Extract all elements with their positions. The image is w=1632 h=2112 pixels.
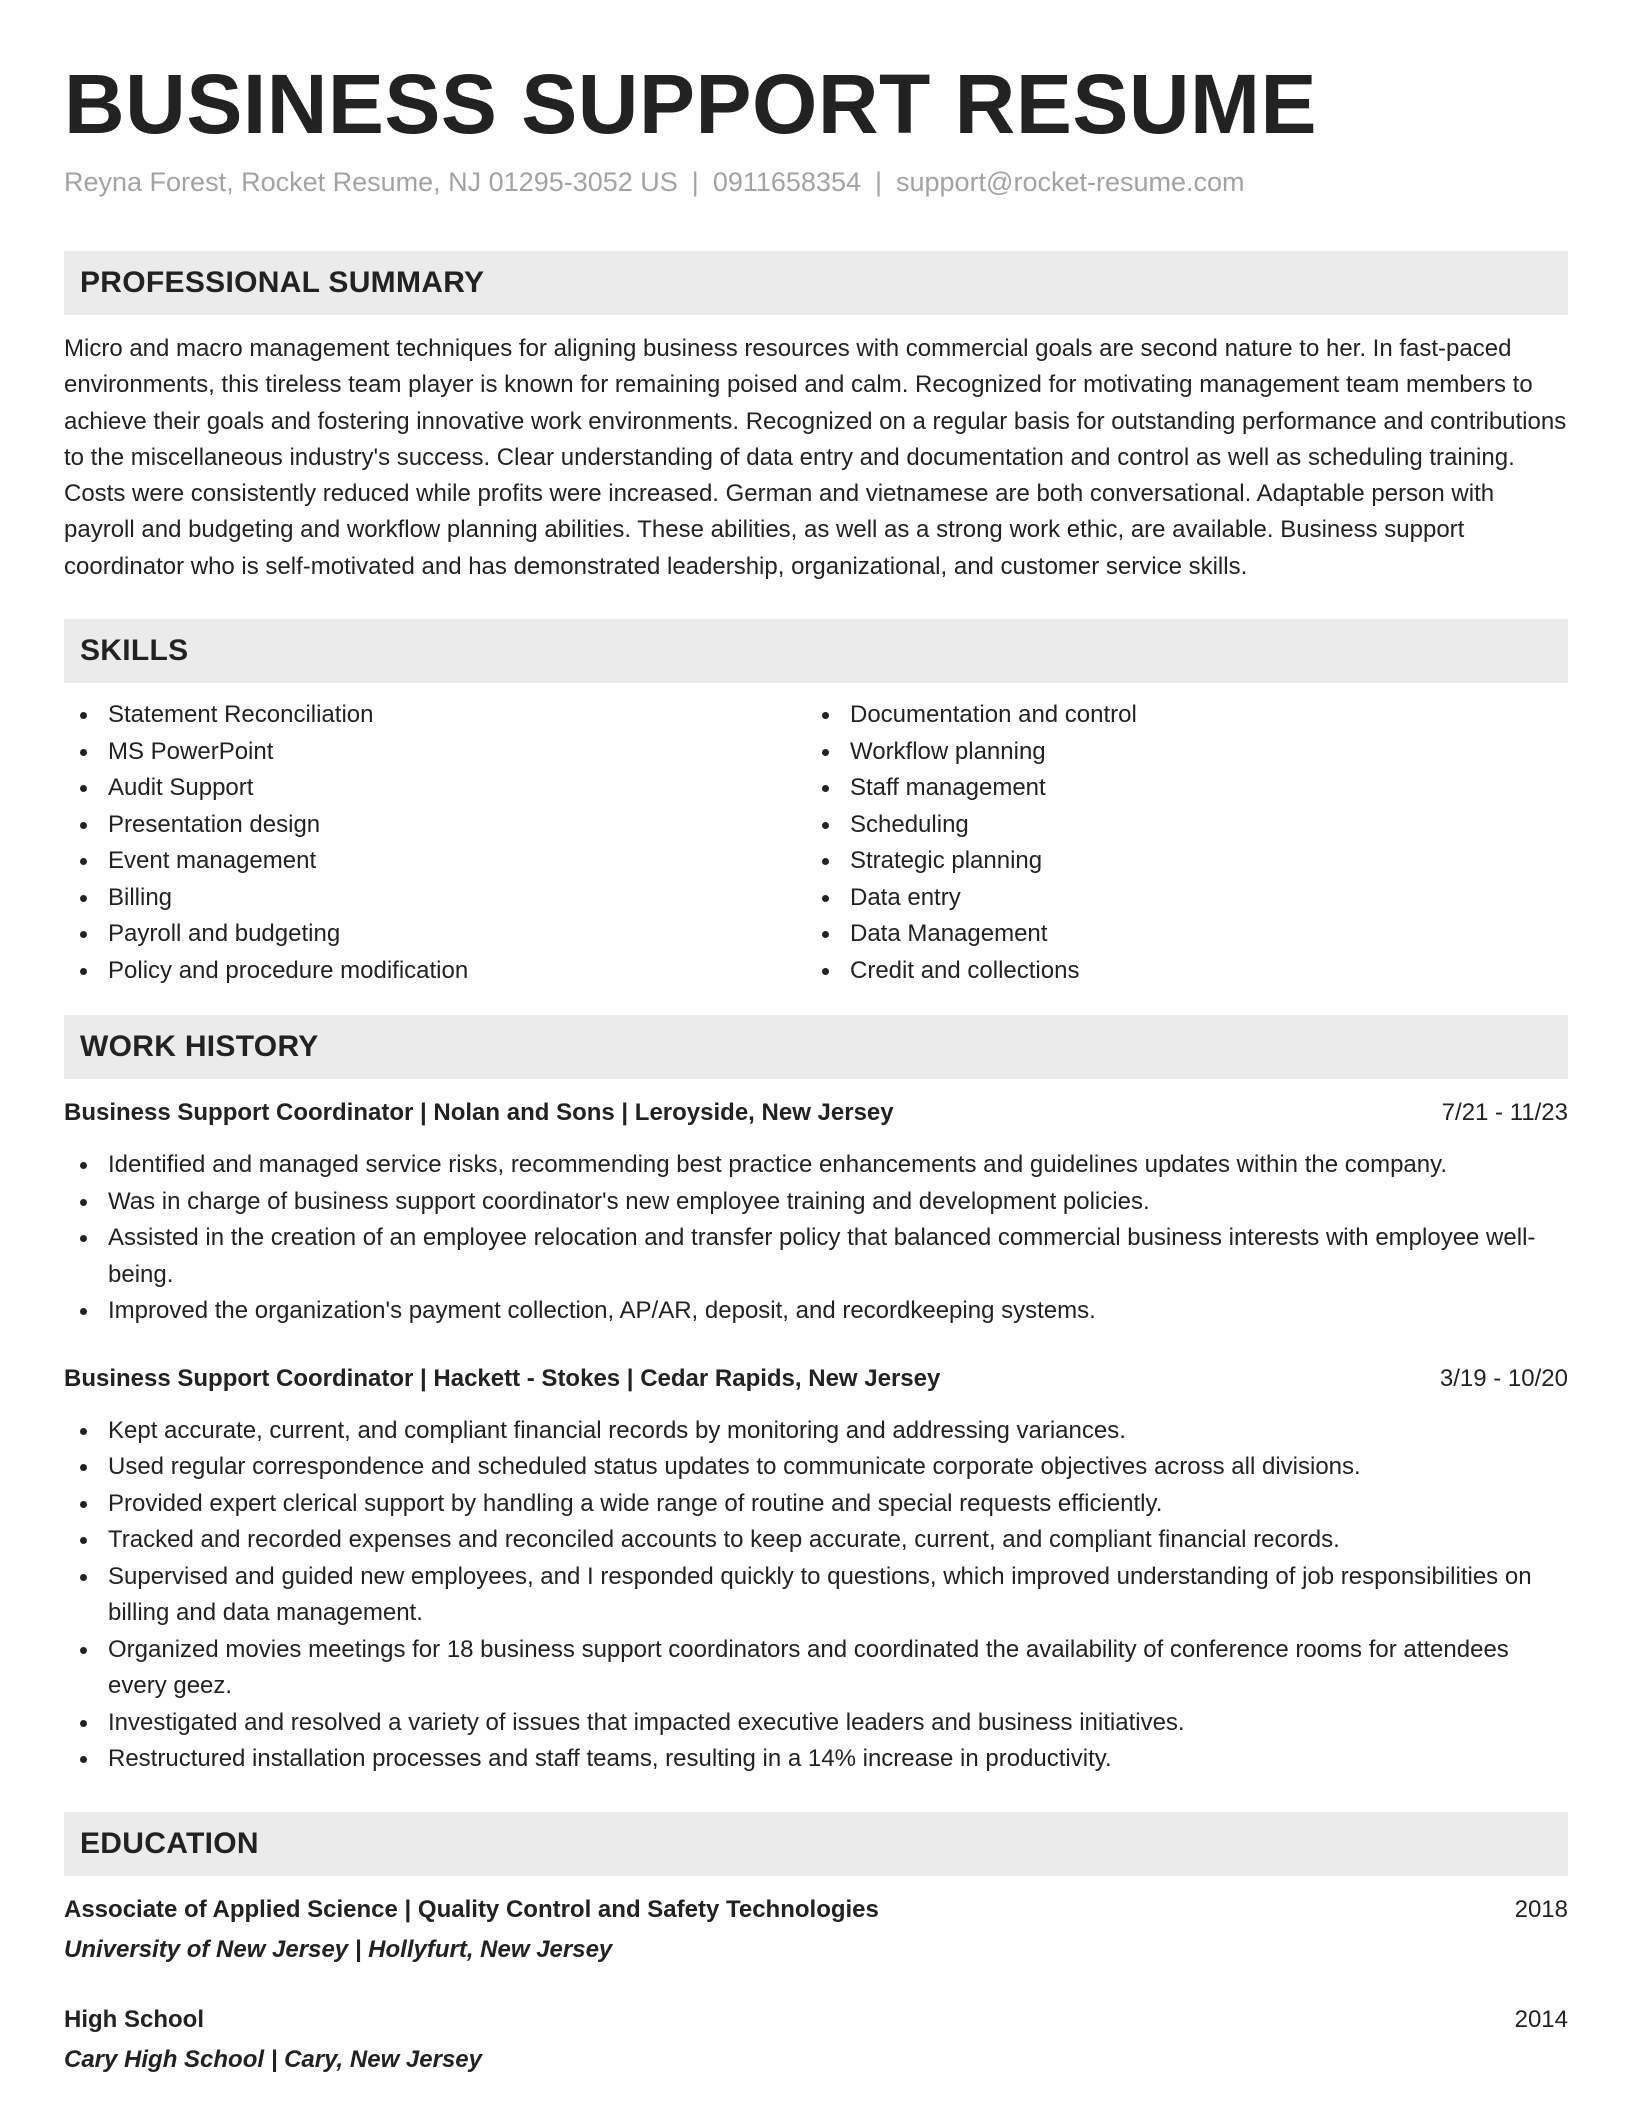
job-bullets	[64, 1413, 1568, 1778]
skills-left-column	[64, 697, 806, 989]
job-bullets	[64, 1147, 1568, 1330]
section-header-work-history: WORK HISTORY	[64, 1015, 1568, 1079]
job-bullet: Was in charge of business support coordinator's new employee training and development policies.	[64, 1184, 1568, 1221]
section-header-summary: PROFESSIONAL SUMMARY	[64, 251, 1568, 315]
job-bullet: Provided expert clerical support by handling a wide range of routine and special requests efficiently.	[64, 1486, 1568, 1523]
job-bullet: Assisted in the creation of an employee relocation and transfer policy that balanced commercial business interests with employee well-being.	[64, 1220, 1568, 1293]
job-bullet: Organized movies meetings for 18 business support coordinators and coordinated the availability of conference rooms for attendees every geez.	[64, 1632, 1568, 1705]
job-heading	[64, 1361, 1568, 1397]
skill-item: Presentation design	[64, 807, 806, 844]
job-bullet: Used regular correspondence and scheduled status updates to communicate corporate objectives across all divisions.	[64, 1449, 1568, 1486]
skills-columns	[64, 697, 1568, 989]
skill-item: Data entry	[806, 880, 1548, 917]
skill-item: Scheduling	[806, 807, 1548, 844]
job-heading	[64, 1095, 1568, 1131]
contact-line	[64, 164, 1568, 200]
skill-item: Data Management	[806, 916, 1548, 953]
skill-item: Staff management	[806, 770, 1548, 807]
education-year: 2014	[1514, 2005, 1568, 2033]
education-heading	[64, 2002, 1568, 2038]
skill-item: Billing	[64, 880, 806, 917]
education-school: Cary High School | Cary, New Jersey	[64, 2045, 482, 2073]
skill-item: Credit and collections	[806, 953, 1548, 990]
contact-address: Reyna Forest, Rocket Resume, NJ 01295-3052 US	[64, 167, 678, 197]
resume-page	[64, 52, 1568, 2078]
section-header-education: EDUCATION	[64, 1812, 1568, 1876]
job-dates: 3/19 - 10/20	[1439, 1364, 1568, 1392]
job-bullet: Improved the organization's payment collection, AP/AR, deposit, and recordkeeping systems.	[64, 1293, 1568, 1330]
job-bullet: Supervised and guided new employees, and I responded quickly to questions, which improved understanding of job responsibilities on billing and data management.	[64, 1559, 1568, 1632]
education-year: 2018	[1514, 1895, 1568, 1923]
education-school: University of New Jersey | Hollyfurt, New Jersey	[64, 1935, 613, 1963]
job-dates: 7/21 - 11/23	[1441, 1099, 1568, 1127]
contact-separator: |	[874, 167, 882, 197]
skill-item: Event management	[64, 843, 806, 880]
skill-item: Audit Support	[64, 770, 806, 807]
skill-item: Workflow planning	[806, 734, 1548, 771]
job-bullet: Tracked and recorded expenses and reconciled accounts to keep accurate, current, and compliant financial records.	[64, 1522, 1568, 1559]
resume-title: BUSINESS SUPPORT RESUME	[64, 57, 1318, 151]
education-degree: Associate of Applied Science | Quality Control and Safety Technologies	[64, 1895, 879, 1923]
skill-item: Policy and procedure modification	[64, 953, 806, 990]
skill-item: Payroll and budgeting	[64, 916, 806, 953]
skills-right-column	[806, 697, 1548, 989]
section-header-skills: SKILLS	[64, 619, 1568, 683]
job-bullet: Kept accurate, current, and compliant financial records by monitoring and addressing variances.	[64, 1413, 1568, 1450]
job-bullet: Investigated and resolved a variety of issues that impacted executive leaders and business initiatives.	[64, 1705, 1568, 1742]
education-degree: High School	[64, 2005, 204, 2033]
skill-item: Statement Reconciliation	[64, 697, 806, 734]
skill-item: Strategic planning	[806, 843, 1548, 880]
contact-separator: |	[691, 167, 699, 197]
contact-email: support@rocket-resume.com	[896, 167, 1245, 197]
education-heading	[64, 1892, 1568, 1928]
summary-text: Micro and macro management techniques for aligning business resources with commercial goals are second nature to her. In fast-paced environments, this tireless team player is known for remaining poised and calm. Recognized for motivating management team members to achieve their goals and fostering innovative work environments. Recognized on a regular basis for outstanding performance and contributions to the miscellaneous industry's success. Clear understanding of data entry and documentation and control as well as scheduling training. Costs were consistently reduced while profits were increased. German and vietnamese are both conversational. Adaptable person with payroll and budgeting and workflow planning abilities. These abilities, as well as a strong work ethic, are available. Business support coordinator who is self-motivated and has demonstrated leadership, organizational, and customer service skills.	[64, 335, 1567, 580]
skill-item: Documentation and control	[806, 697, 1548, 734]
contact-phone: 0911658354	[712, 167, 861, 197]
job-bullet: Identified and managed service risks, recommending best practice enhancements and guidelines updates within the company.	[64, 1147, 1568, 1184]
job-title: Business Support Coordinator | Hackett - Stokes | Cedar Rapids, New Jersey	[64, 1364, 941, 1392]
skill-item: MS PowerPoint	[64, 734, 806, 771]
job-bullet: Restructured installation processes and staff teams, resulting in a 14% increase in productivity.	[64, 1741, 1568, 1778]
job-title: Business Support Coordinator | Nolan and Sons | Leroyside, New Jersey	[64, 1099, 894, 1127]
